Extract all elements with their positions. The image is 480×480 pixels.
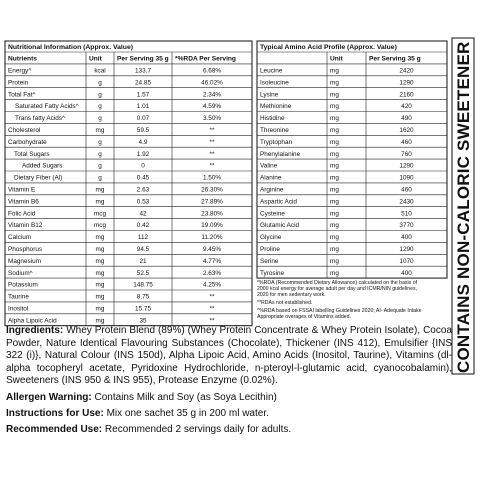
nutrient-value: **	[209, 293, 215, 301]
nutrient-value: **	[209, 317, 215, 325]
nutrient-value: 0.53	[136, 198, 150, 206]
amino-acid-value: 490	[401, 115, 412, 123]
nutrient-name: Protein	[8, 79, 29, 87]
nutrient-name: Energy^	[8, 67, 32, 75]
amino-acid-name: Tryptophan	[260, 138, 293, 146]
nutrient-value: 1.50%	[202, 174, 222, 182]
product-info	[6, 325, 452, 440]
rda-footnote: Appropriate overages of Vitamins added.	[257, 314, 351, 320]
nutrition-header-cell: Nutrients	[8, 55, 37, 63]
nutrient-value: 52.5	[136, 269, 150, 277]
nutrient-value: 11.20%	[201, 234, 223, 242]
nutrition-header-cell: *%RDA Per Serving	[175, 55, 236, 63]
nutrient-value: 0.07	[136, 115, 150, 123]
nutrient-value: mg	[95, 293, 105, 301]
rda-footnote: 2000 kcal energy for average adult per day and ICMR/NIN guidelines,	[257, 286, 418, 292]
amino-acid-value: 420	[401, 103, 412, 111]
amino-acid-name: Aspartic Acid	[260, 198, 297, 206]
amino-acid-table	[257, 41, 447, 320]
nutrient-value: g	[98, 103, 102, 111]
amino-acid-name: Cysteine	[260, 210, 285, 218]
amino-acid-value: mg	[330, 257, 339, 265]
nutrient-value: 23.80%	[201, 210, 223, 218]
amino-acid-value: 1620	[399, 127, 414, 134]
nutrient-name: Phosphorus	[8, 246, 43, 253]
amino-acid-name: Proline	[260, 246, 280, 253]
nutrient-value: mg	[95, 127, 105, 134]
nutrient-value: 27.89%	[201, 198, 223, 206]
recommended-label: Recommended Use:	[6, 423, 103, 435]
nutrient-value: 0.45	[136, 174, 150, 182]
amino-acid-value: mg	[330, 234, 339, 242]
nutrient-value: 46.02%	[201, 79, 223, 87]
amino-acid-name: Valine	[260, 162, 278, 170]
nutrient-value: 15.75	[135, 305, 151, 313]
nutrient-value: g	[98, 115, 102, 123]
nutrition-table-title: Nutritional Information (Approx. Value)	[8, 44, 133, 51]
nutrient-value: mg	[95, 281, 105, 289]
amino-acid-value: mg	[330, 138, 339, 146]
nutrient-value: 133.7	[135, 67, 151, 75]
amino-acid-value: 760	[401, 150, 412, 158]
nutrient-value: mg	[95, 305, 105, 313]
amino-acid-value: mg	[330, 162, 339, 170]
nutrient-value: 42	[139, 210, 147, 218]
nutrient-value: 1.01	[136, 103, 150, 111]
rda-footnote: **RDAs not established.	[257, 300, 313, 306]
nutrient-name: Vitamin B6	[8, 198, 39, 206]
nutrient-name: Magnesium	[8, 257, 42, 265]
nutrient-value: 26.30%	[201, 186, 223, 194]
nutrient-value: 94.5	[136, 246, 150, 253]
amino-acid-value: mg	[330, 210, 339, 218]
nutrient-value: 112	[137, 234, 149, 242]
amino-acid-value: 460	[401, 186, 412, 194]
amino-acid-value: mg	[330, 150, 339, 158]
amino-acid-name: Threonine	[260, 127, 289, 134]
nutrient-value: mg	[95, 234, 105, 242]
nutrient-value: 8.75	[136, 293, 150, 301]
nutrient-value: 4.77%	[202, 257, 222, 265]
instructions-text: Mix one sachet 35 g in 200 ml water.	[103, 407, 269, 419]
nutrient-value: **	[209, 305, 215, 313]
rda-footnote: 2020 for men sedentary work.	[257, 292, 326, 298]
amino-acid-value: mg	[330, 91, 339, 99]
amino-acid-name: Tyrosine	[260, 269, 285, 277]
nutrient-value: 148.75	[133, 281, 153, 289]
nutrient-name: Total Fat^	[8, 91, 36, 99]
nutrient-value: **	[209, 127, 215, 134]
nutrient-value: 0.42	[136, 222, 150, 230]
amino-acid-value: mg	[330, 269, 339, 277]
nutrient-value: 21	[139, 257, 147, 265]
allergen-text: Contains Milk and Soy (as Soya Lecithin)	[91, 391, 277, 403]
nutrient-value: 4.59%	[202, 103, 222, 111]
nutrient-value: 0	[141, 162, 145, 170]
amino-acid-value: 400	[401, 269, 412, 277]
nutrient-name: Cholesterol	[8, 127, 41, 134]
nutrient-value: mg	[95, 186, 105, 194]
nutrient-value: mcg	[93, 222, 107, 230]
amino-acid-name: Leucine	[260, 67, 283, 75]
nutrition-header-cell: Per Serving 35 g	[117, 55, 169, 63]
nutrient-name: Vitamin E	[8, 186, 36, 194]
amino-acid-value: mg	[330, 115, 339, 123]
nutrient-value: 2.63	[136, 186, 150, 194]
nutrient-value: mcg	[93, 210, 107, 218]
allergen-label: Allergen Warning:	[6, 391, 92, 403]
amino-table-title: Typical Amino Acid Profile (Approx. Value)	[260, 44, 397, 51]
nutrient-name: Alpha Lipoic Acid	[8, 317, 57, 325]
nutrient-value: g	[98, 150, 102, 158]
ingredients-text: Whey Protein Blend (89%) (Whey Protein Concentrate & Whey Protein Isolate), Cocoa Powder, Nature Identical Flavouring Substances (Chocolate), Thickener (INS 412), Emulsifier {INS 322 (i)}, Natural Colour (INS 150d), Alpha Lipoic Acid, Amino Acids (Inositol, Taurine), Vitamins (dl-alpha tocopheryl acetate, Pyridoxine Hydrochloride, n-pteroyl-l-glutamic acid, cyanocobalamin), Sweeteners (INS 950 & INS 955), Protease Enzyme (0.02%).	[6, 325, 452, 387]
sweetener-banner-text: CONTAINS NON-CALORIC SWEETENER	[454, 41, 473, 373]
allergen-paragraph	[6, 392, 452, 405]
amino-acid-value: 460	[401, 138, 412, 146]
amino-acid-value: mg	[330, 67, 339, 75]
nutrition-header-cell: Unit	[89, 55, 102, 63]
instructions-label: Instructions for Use:	[6, 407, 104, 419]
amino-acid-name: Lysine	[260, 91, 279, 99]
nutrient-value: g	[98, 138, 102, 146]
ingredients-paragraph	[6, 325, 452, 388]
nutrient-name: Folic Acid	[8, 210, 36, 218]
sweetener-banner	[452, 38, 474, 374]
amino-acid-name: Glutamic Acid	[260, 222, 300, 230]
nutrient-value: 1.57	[136, 91, 150, 99]
amino-acid-value: mg	[330, 246, 339, 253]
nutrient-value: mg	[95, 246, 105, 253]
nutrient-value: 4.25%	[202, 281, 222, 289]
amino-acid-name: Phenylalanine	[260, 150, 301, 158]
nutrient-value: 35	[139, 317, 147, 325]
amino-header-cell: Unit	[330, 55, 343, 63]
nutrient-name: Inositol	[8, 305, 29, 313]
amino-acid-name: Histidine	[260, 115, 285, 123]
nutrient-value: 59.5	[136, 127, 150, 134]
nutrient-value: kcal	[94, 67, 106, 75]
nutrient-value: 3.50%	[202, 115, 222, 123]
amino-acid-value: 1070	[399, 257, 414, 265]
ingredients-label: Ingredients:	[6, 325, 64, 336]
amino-acid-value: mg	[330, 186, 339, 194]
amino-acid-value: mg	[330, 127, 339, 134]
amino-acid-value: mg	[330, 174, 339, 182]
nutrient-name: Calcium	[8, 234, 32, 242]
amino-acid-value: 2420	[399, 67, 414, 75]
amino-acid-value: 1090	[399, 174, 414, 182]
nutrition-table	[5, 41, 252, 326]
amino-acid-value: 510	[401, 210, 412, 218]
nutrient-value: 4.9	[138, 138, 148, 146]
amino-acid-value: mg	[330, 103, 339, 111]
nutrient-name: Dietary Fiber (Al)	[14, 174, 63, 182]
amino-acid-value: 1290	[399, 79, 414, 87]
recommended-paragraph	[6, 424, 452, 437]
nutrient-value: mg	[95, 257, 105, 265]
amino-acid-value: mg	[330, 222, 339, 230]
nutrient-value: g	[98, 174, 102, 182]
nutrient-value: **	[209, 162, 215, 170]
nutrient-value: mg	[95, 317, 105, 325]
nutrient-name: Taurine	[8, 293, 29, 301]
amino-acid-value: 1290	[399, 246, 414, 253]
nutrient-name: Total Sugars	[14, 150, 50, 158]
amino-acid-value: 1290	[399, 162, 414, 170]
nutrient-name: Vitamin B12	[8, 222, 43, 230]
amino-acid-value: 2160	[399, 91, 414, 99]
nutrient-value: **	[209, 138, 215, 146]
nutrient-name: Saturated Fatty Acids^	[15, 103, 79, 111]
nutrient-value: 9.45%	[202, 246, 222, 253]
amino-acid-value: mg	[330, 198, 339, 206]
nutrient-name: Trans fatty Acids^	[15, 115, 65, 123]
rda-footnote: *%RDA (Recommended Dietary Allowance) calculated on the basis of	[257, 280, 418, 286]
amino-acid-name: Serine	[260, 257, 279, 265]
amino-header-cell: Per Serving 35 g	[369, 55, 421, 63]
amino-acid-value: 3770	[399, 222, 414, 230]
nutrient-name: Added Sugars	[22, 162, 63, 170]
nutrient-name: Potassium	[8, 281, 38, 289]
nutrient-value: mg	[95, 198, 105, 206]
nutrient-value: g	[98, 79, 102, 87]
amino-acid-name: Arginine	[260, 186, 284, 194]
amino-acid-name: Isoleucine	[260, 79, 289, 87]
nutrient-value: 2.63%	[202, 269, 222, 277]
nutrient-value: 6.68%	[202, 67, 222, 75]
amino-acid-value: mg	[330, 79, 339, 87]
nutrient-value: 24.85	[135, 79, 151, 87]
amino-acid-value: 2430	[399, 198, 414, 206]
rda-footnote: ^%RDA based on FSSAI labelling Guidelines 2020; AI- Adequate Intake	[257, 308, 422, 314]
amino-acid-value: 400	[401, 234, 412, 242]
nutrient-value: g	[98, 162, 102, 170]
nutrient-value: **	[209, 150, 215, 158]
amino-acid-name: Alanine	[260, 174, 282, 182]
nutrient-name: Carbohydrate	[8, 138, 47, 146]
nutrient-value: 1.92	[136, 150, 150, 158]
nutrient-value: 2.34%	[202, 91, 222, 99]
recommended-text: Recommended 2 servings daily for adults.	[102, 423, 292, 435]
nutrient-value: g	[98, 91, 102, 99]
nutrient-value: 19.09%	[201, 222, 223, 230]
nutrient-name: Sodium^	[8, 269, 33, 277]
amino-acid-name: Glycine	[260, 234, 282, 242]
nutrient-value: mg	[95, 269, 105, 277]
amino-acid-name: Methionine	[260, 103, 292, 111]
instructions-paragraph	[6, 408, 452, 421]
